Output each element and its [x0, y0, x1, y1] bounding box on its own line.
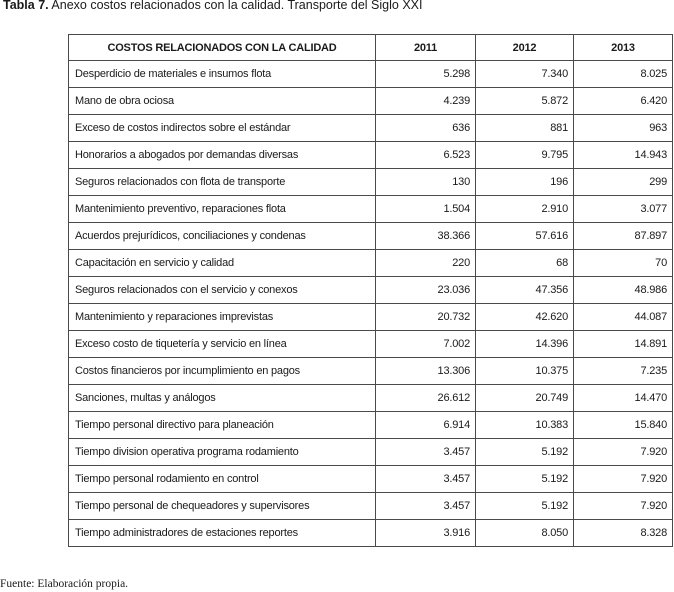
- table-row: [69, 88, 673, 115]
- cell-value-2012: 68: [476, 250, 574, 277]
- cell-value-2012: 10.375: [476, 358, 574, 385]
- cell-value-2012: 42.620: [476, 304, 574, 331]
- cell-value-2012: 14.396: [476, 331, 574, 358]
- table-row: [69, 115, 673, 142]
- cell-value-2013: 8.025: [574, 61, 673, 88]
- cell-value-2013: 7.920: [574, 439, 673, 466]
- header-2012: 2012: [476, 35, 574, 61]
- cell-value-2011: 6.914: [376, 412, 476, 439]
- cell-value-2013: 3.077: [574, 196, 673, 223]
- cell-value-2013: 15.840: [574, 412, 673, 439]
- table-row: [69, 385, 673, 412]
- header-concept: COSTOS RELACIONADOS CON LA CALIDAD: [69, 35, 376, 61]
- source-note: Fuente: Elaboración propia.: [0, 578, 129, 590]
- cell-value-2012: 5.192: [476, 493, 574, 520]
- cell-value-2011: 20.732: [376, 304, 476, 331]
- cell-concept: Exceso de costos indirectos sobre el estándar: [69, 115, 376, 142]
- table-row: [69, 412, 673, 439]
- table-row: [69, 223, 673, 250]
- table-row: [69, 331, 673, 358]
- cell-concept: Exceso costo de tiquetería y servicio en línea: [69, 331, 376, 358]
- cell-value-2012: 5.872: [476, 88, 574, 115]
- table-row: [69, 358, 673, 385]
- table-row: [69, 196, 673, 223]
- cell-concept: Acuerdos prejurídicos, conciliaciones y condenas: [69, 223, 376, 250]
- cell-concept: Tiempo division operativa programa rodamiento: [69, 439, 376, 466]
- cell-value-2011: 3.457: [376, 466, 476, 493]
- cell-value-2011: 1.504: [376, 196, 476, 223]
- cell-value-2011: 6.523: [376, 142, 476, 169]
- table-header-row: [69, 35, 673, 61]
- cell-value-2011: 13.306: [376, 358, 476, 385]
- table-row: [69, 142, 673, 169]
- cell-value-2011: 130: [376, 169, 476, 196]
- table-row: [69, 277, 673, 304]
- cell-value-2012: 196: [476, 169, 574, 196]
- cell-concept: Seguros relacionados con flota de transporte: [69, 169, 376, 196]
- cell-concept: Tiempo personal directivo para planeación: [69, 412, 376, 439]
- cell-concept: Tiempo personal rodamiento en control: [69, 466, 376, 493]
- table-row: [69, 250, 673, 277]
- cell-value-2013: 70: [574, 250, 673, 277]
- cell-value-2012: 9.795: [476, 142, 574, 169]
- table-row: [69, 169, 673, 196]
- cell-value-2011: 3.916: [376, 520, 476, 547]
- cell-value-2013: 14.943: [574, 142, 673, 169]
- cell-concept: Costos financieros por incumplimiento en pagos: [69, 358, 376, 385]
- cell-value-2012: 20.749: [476, 385, 574, 412]
- cell-value-2012: 57.616: [476, 223, 574, 250]
- table-row: [69, 493, 673, 520]
- cell-value-2012: 8.050: [476, 520, 574, 547]
- cell-value-2011: 3.457: [376, 439, 476, 466]
- cell-concept: Seguros relacionados con el servicio y conexos: [69, 277, 376, 304]
- header-2013: 2013: [574, 35, 673, 61]
- cell-value-2013: 14.891: [574, 331, 673, 358]
- cell-value-2013: 299: [574, 169, 673, 196]
- cell-concept: Tiempo administradores de estaciones reportes: [69, 520, 376, 547]
- cell-value-2011: 23.036: [376, 277, 476, 304]
- cell-concept: Sanciones, multas y análogos: [69, 385, 376, 412]
- table-row: [69, 466, 673, 493]
- table-caption: [3, 0, 422, 13]
- cell-value-2011: 26.612: [376, 385, 476, 412]
- table-row: [69, 304, 673, 331]
- cell-concept: Desperdicio de materiales e insumos flota: [69, 61, 376, 88]
- table-row: [69, 439, 673, 466]
- cell-value-2011: 4.239: [376, 88, 476, 115]
- cell-value-2013: 963: [574, 115, 673, 142]
- cell-value-2012: 5.192: [476, 466, 574, 493]
- cell-value-2013: 87.897: [574, 223, 673, 250]
- cell-concept: Tiempo personal de chequeadores y supervisores: [69, 493, 376, 520]
- cell-value-2013: 48.986: [574, 277, 673, 304]
- cell-concept: Mano de obra ociosa: [69, 88, 376, 115]
- cell-value-2012: 47.356: [476, 277, 574, 304]
- table-row: [69, 520, 673, 547]
- cell-value-2011: 220: [376, 250, 476, 277]
- caption-label: Tabla 7.: [3, 0, 49, 12]
- cell-value-2011: 3.457: [376, 493, 476, 520]
- cell-value-2012: 881: [476, 115, 574, 142]
- cell-value-2013: 7.235: [574, 358, 673, 385]
- table-row: [69, 61, 673, 88]
- cell-value-2013: 6.420: [574, 88, 673, 115]
- cell-value-2012: 7.340: [476, 61, 574, 88]
- cell-concept: Mantenimiento y reparaciones imprevistas: [69, 304, 376, 331]
- cell-value-2011: 5.298: [376, 61, 476, 88]
- header-2011: 2011: [376, 35, 476, 61]
- quality-costs-table: [68, 34, 673, 547]
- cell-value-2012: 5.192: [476, 439, 574, 466]
- cell-value-2013: 44.087: [574, 304, 673, 331]
- cell-value-2012: 2.910: [476, 196, 574, 223]
- cell-value-2013: 8.328: [574, 520, 673, 547]
- cell-concept: Honorarios a abogados por demandas diversas: [69, 142, 376, 169]
- cell-value-2011: 636: [376, 115, 476, 142]
- cell-concept: Capacitación en servicio y calidad: [69, 250, 376, 277]
- cell-value-2013: 7.920: [574, 466, 673, 493]
- cell-concept: Mantenimiento preventivo, reparaciones flota: [69, 196, 376, 223]
- caption-text: Anexo costos relacionados con la calidad. Transporte del Siglo XXI: [51, 0, 423, 12]
- cell-value-2012: 10.383: [476, 412, 574, 439]
- cell-value-2013: 14.470: [574, 385, 673, 412]
- cell-value-2013: 7.920: [574, 493, 673, 520]
- cell-value-2011: 7.002: [376, 331, 476, 358]
- cell-value-2011: 38.366: [376, 223, 476, 250]
